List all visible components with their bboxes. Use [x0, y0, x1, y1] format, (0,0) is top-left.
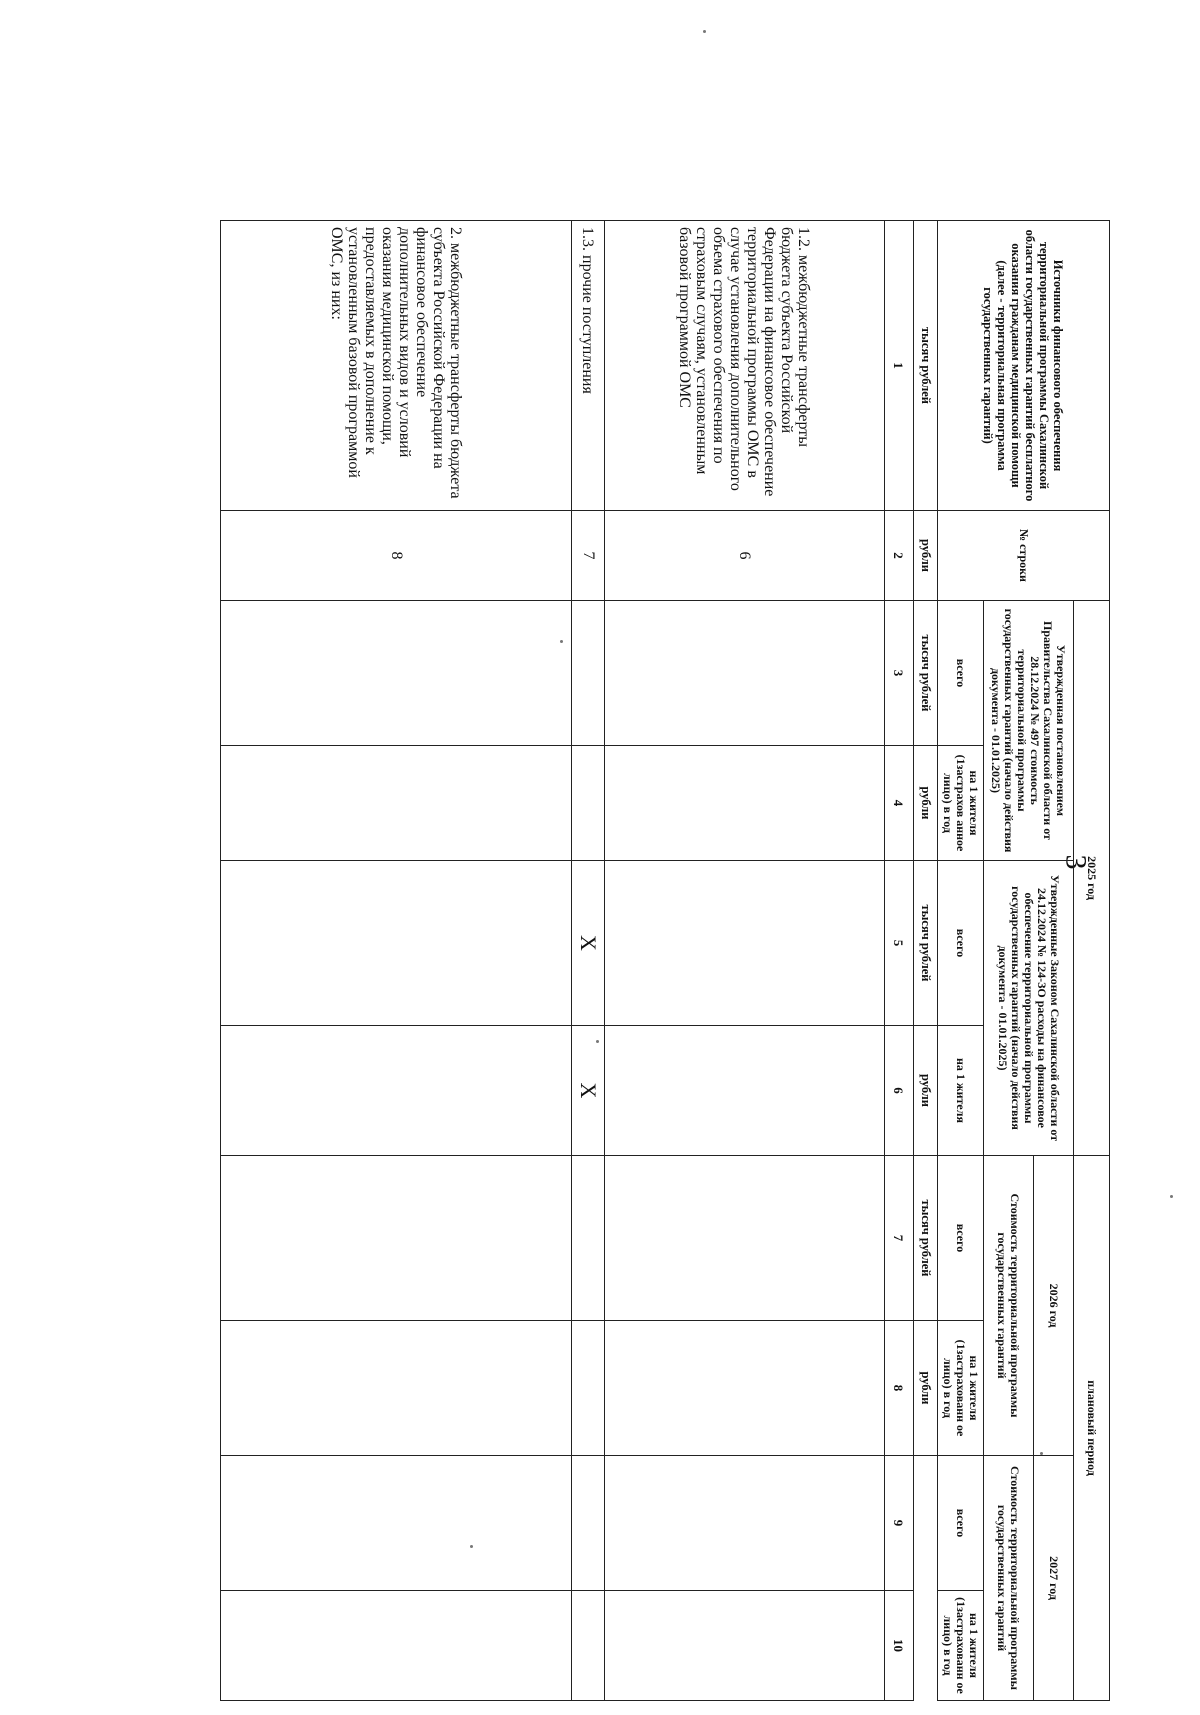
header-sources: Источники финансового обеспечения территориальной программы Сахалинской области государственных гарантий бесплатного оказания гражданам медицинской помощи (далее - территориальная программа государственных гарантий) — [938, 221, 1110, 511]
guarantees-table — [220, 220, 1110, 1701]
scan-speck — [1170, 1195, 1173, 1198]
header-year-2025: 2025 год — [1074, 601, 1110, 1156]
value-cell — [572, 1591, 605, 1701]
value-cell — [572, 746, 605, 861]
unit-rub: рубли — [914, 746, 938, 861]
header-row-number: № строки — [938, 511, 1110, 601]
value-cell — [605, 1321, 885, 1456]
value-cell — [221, 1321, 572, 1456]
header-cost-2027: Стоимость территориальной программы государственных гарантий — [984, 1456, 1034, 1701]
col-number: 7 — [885, 1156, 914, 1321]
not-applicable-mark: X — [576, 935, 601, 951]
table-row — [605, 221, 885, 1701]
col-number: 5 — [885, 861, 914, 1026]
header-per-resident: на 1 жителя (1застрахованн ое лицо) в год — [938, 1591, 984, 1701]
value-cell — [605, 1026, 885, 1156]
unit-rub: рубли — [914, 1321, 938, 1456]
table-row — [221, 221, 572, 1701]
col-number: 3 — [885, 601, 914, 746]
header-total: всего — [938, 1456, 984, 1591]
rotated-table-container — [220, 220, 1110, 1700]
unit-thousand-rub: тысяч рублей — [914, 601, 938, 746]
value-cell — [605, 746, 885, 861]
value-cell — [605, 1456, 885, 1591]
col-number: 9 — [885, 1456, 914, 1591]
value-cell — [221, 601, 572, 746]
col-number: 4 — [885, 746, 914, 861]
unit-thousand-rub: тысяч рублей — [914, 221, 938, 511]
header-cost-2026: Стоимость территориальной программы государственных гарантий — [984, 1156, 1034, 1456]
value-cell — [572, 1456, 605, 1591]
header-planned-period: плановый период — [1074, 1156, 1110, 1701]
value-cell — [605, 601, 885, 746]
value-cell — [605, 1591, 885, 1701]
row-label: 2. межбюджетные трансферты бюджета субъекта Российской Федерации на финансовое обеспечение дополнительных видов и условий оказания медицинской помощи, предоставляемых в дополнение к установленным базовой программой ОМС, из них: — [221, 221, 572, 511]
value-cell — [572, 1321, 605, 1456]
value-cell — [221, 1026, 572, 1156]
header-total: всего — [938, 601, 984, 746]
col-number: 10 — [885, 1591, 914, 1701]
not-applicable-mark: X — [576, 1082, 601, 1099]
header-approved-law: Утвержденные Законом Сахалинской области от 24.12.2024 № 124-ЗО расходы на финансовое обеспечение территориальной программы государственных гарантий (начало действия документа - 01.01.2025) — [984, 861, 1074, 1156]
row-label: 1.2. межбюджетные трансферты бюджета субъекта Российской Федерации на финансовое обеспечение территориальной программы ОМС в случае установления дополнительного объема страхового обеспечения по страховым случаям, установленным базовой программой ОМС — [605, 221, 885, 511]
header-per-resident: на 1 жителя — [938, 1026, 984, 1156]
table-row — [572, 221, 605, 1701]
value-cell — [572, 1156, 605, 1321]
unit-rub: рубли — [914, 511, 938, 601]
col-number: 2 — [885, 511, 914, 601]
unit-thousand-rub: тысяч рублей — [914, 861, 938, 1026]
value-cell — [221, 1591, 572, 1701]
header-per-resident: на 1 жителя (1застрахов анное лицо) в год — [938, 746, 984, 861]
col-number: 8 — [885, 1321, 914, 1456]
header-total: всего — [938, 861, 984, 1026]
header-total: всего — [938, 1156, 984, 1321]
header-year-2026: 2026 год — [1034, 1156, 1074, 1456]
value-cell — [572, 1026, 605, 1156]
col-number: 1 — [885, 221, 914, 511]
value-cell — [221, 861, 572, 1026]
header-per-resident: на 1 жителя (1застрахованн ое лицо) в год — [938, 1321, 984, 1456]
value-cell — [221, 746, 572, 861]
row-label: 1.3. прочие поступления — [572, 221, 605, 511]
scan-speck — [703, 30, 706, 33]
row-number: 7 — [572, 511, 605, 601]
value-cell — [572, 601, 605, 746]
value-cell — [605, 861, 885, 1026]
value-cell — [221, 1456, 572, 1591]
header-approved-decree: Утвержденная постановлением Правительства Сахалинской области от 28.12.2024 № 497 стоимость территориальной программы государственных гарантий (начало действия документа - 01.01.2025) — [984, 601, 1074, 861]
row-number: 8 — [221, 511, 572, 601]
unit-thousand-rub: тысяч рублей — [914, 1156, 938, 1321]
header-year-2027: 2027 год — [1034, 1456, 1074, 1701]
row-number: 6 — [605, 511, 885, 601]
value-cell — [221, 1156, 572, 1321]
value-cell — [572, 861, 605, 1026]
unit-rub: рубли — [914, 1026, 938, 1156]
page-number: 3 — [1059, 854, 1093, 870]
value-cell — [605, 1156, 885, 1321]
col-number: 6 — [885, 1026, 914, 1156]
